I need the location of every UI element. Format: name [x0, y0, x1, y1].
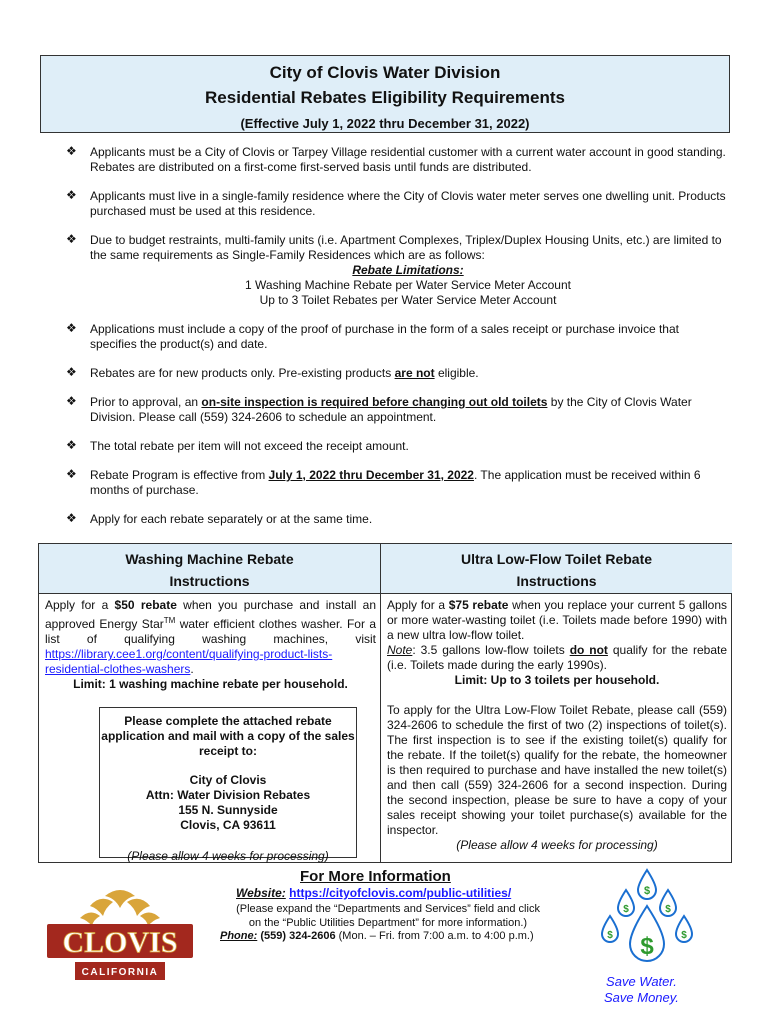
header-effective-date: (Effective July 1, 2022 thru December 31, 2022)	[240, 116, 530, 131]
diamond-bullet-icon: ❖	[66, 365, 77, 379]
diamond-bullet-icon: ❖	[66, 321, 77, 335]
diamond-bullet-icon: ❖	[66, 467, 77, 481]
mailing-box: Please complete the attached rebate application and mail with a copy of the sales receipt to: City of Clovis Attn: Water Division Rebates 155 N. Sunnyside Clovis, CA 93611 (Please allow 4 weeks for processing)	[99, 707, 357, 858]
diamond-bullet-icon: ❖	[66, 511, 77, 525]
toilet-limit: Limit: Up to 3 toilets per household.	[454, 673, 660, 687]
list-item: ❖ Due to budget restraints, multi-family units (i.e. Apartment Complexes, Triplex/Duplex Housing Units, etc.) are limited to the same requirements as Single-Family Residences which are as follows: Rebate Limitations: 1 Washing Machine Rebate per Water Service Meter Account Up to 3 Toilet Rebates per Water Service Meter Account	[66, 233, 726, 308]
svg-text:$: $	[665, 904, 671, 915]
eligibility-list	[66, 145, 726, 541]
header-title: City of Clovis Water Division	[269, 63, 501, 82]
clovis-logo	[45, 886, 195, 986]
list-item: ❖ The total rebate per item will not exceed the receipt amount.	[66, 438, 409, 453]
water-drops-dollar-icon	[590, 868, 705, 978]
website-link[interactable]: https://cityofclovis.com/public-utilities/	[289, 886, 512, 900]
list-item: ❖ Prior to approval, an on-site inspection is required before changing out old toilets by the City of Clovis Water Division. Please call (559) 324-2606 to schedule an appointment.	[66, 394, 692, 424]
rebate-limitations: Rebate Limitations: 1 Washing Machine Rebate per Water Service Meter Account Up to 3 Toilet Rebates per Water Service Meter Account	[245, 263, 571, 307]
list-item: ❖ Applicants must be a City of Clovis or Tarpey Village residential customer with a current water account in good standing. Rebates are distributed on a first-come first-served basis until funds are distributed.	[66, 144, 726, 174]
list-item: ❖ Rebates are for new products only. Pre-existing products are not eligible.	[66, 365, 479, 380]
svg-text:$: $	[643, 885, 651, 897]
svg-text:$: $	[623, 904, 629, 915]
svg-text:$: $	[640, 933, 654, 960]
svg-text:$: $	[681, 930, 687, 941]
logo-wordmark: CLOVIS	[62, 926, 178, 959]
diamond-bullet-icon: ❖	[66, 394, 77, 408]
slogan: Save Water. Save Money.	[604, 974, 679, 1005]
instructions-table	[38, 543, 732, 863]
diamond-bullet-icon: ❖	[66, 144, 77, 158]
document-header	[40, 55, 730, 133]
phone-line: Phone: (559) 324-2606 (Mon. – Fri. from 7:00 a.m. to 4:00 p.m.)	[220, 930, 534, 942]
website-line: Website: https://cityofclovis.com/public-utilities/	[236, 886, 512, 900]
list-item: ❖ Apply for each rebate separately or at the same time.	[66, 511, 373, 526]
footer	[0, 868, 770, 1018]
washer-instructions: Apply for a $50 rebate when you purchase and install an approved Energy Star™ water efficient clothes washer. For a list of qualifying washing machines, visit https://library.cee1.org/content/qualifying-product-lists-residential-clothes-washers. Limit: 1 washing machine rebate per household.	[45, 598, 377, 691]
list-item: ❖ Rebate Program is effective from July 1, 2022 thru December 31, 2022. The application must be received within 6 months of purchase.	[66, 467, 701, 497]
logo-subtitle: CALIFORNIA	[81, 967, 159, 978]
diamond-bullet-icon: ❖	[66, 232, 77, 246]
website-note: (Please expand the “Departments and Services” field and click on the “Public Utilities Department” for more information.)	[236, 903, 540, 929]
more-info-title: For More Information	[300, 868, 451, 885]
list-item: ❖ Applications must include a copy of the proof of purchase in the form of a sales receipt or purchase invoice that specifies the product(s) and date.	[66, 321, 679, 351]
svg-text:$: $	[607, 930, 613, 941]
diamond-bullet-icon: ❖	[66, 188, 77, 202]
washer-list-link[interactable]: https://library.cee1.org/content/qualifying-product-lists-residential-clothes-washers	[45, 647, 333, 676]
washer-limit: Limit: 1 washing machine rebate per household.	[73, 677, 348, 691]
toilet-instructions: Apply for a $75 rebate when you replace your current 5 gallons or more water-wasting toilet (i.e. Toilets made before 1990) with a new ultra low-flow toilet. Note: 3.5 gallons low-flow toilets do not qualify for the rebate (i.e. Toilets made during the early 1990s). Limit: Up to 3 toilets per household. To apply for the Ultra Low-Flow Toilet Rebate, please call (559) 324-2606 to schedule the first of two (2) inspections of toilet(s). The first inspection is to see if the existing toilet(s) qualify for the rebate. If the toilet(s) qualify for the rebate, the homeowner is then required to purchase and have installed the new toilet(s) and then call (559) 324-2606 for a second inspection. During the second inspection, please be sure to have a copy of your sales receipt showing your toilet purchase(s) available for the inspector. (Please allow 4 weeks for processing)	[387, 598, 728, 852]
toilet-heading: Ultra Low-Flow Toilet Rebate Instructions	[381, 544, 732, 594]
list-item: ❖ Applicants must live in a single-family residence where the City of Clovis water meter serves one dwelling unit. Products purchased must be used at this residence.	[66, 188, 726, 218]
washer-heading: Washing Machine Rebate Instructions	[39, 544, 380, 594]
header-subtitle: Residential Rebates Eligibility Requirements	[205, 88, 565, 107]
diamond-bullet-icon: ❖	[66, 438, 77, 452]
